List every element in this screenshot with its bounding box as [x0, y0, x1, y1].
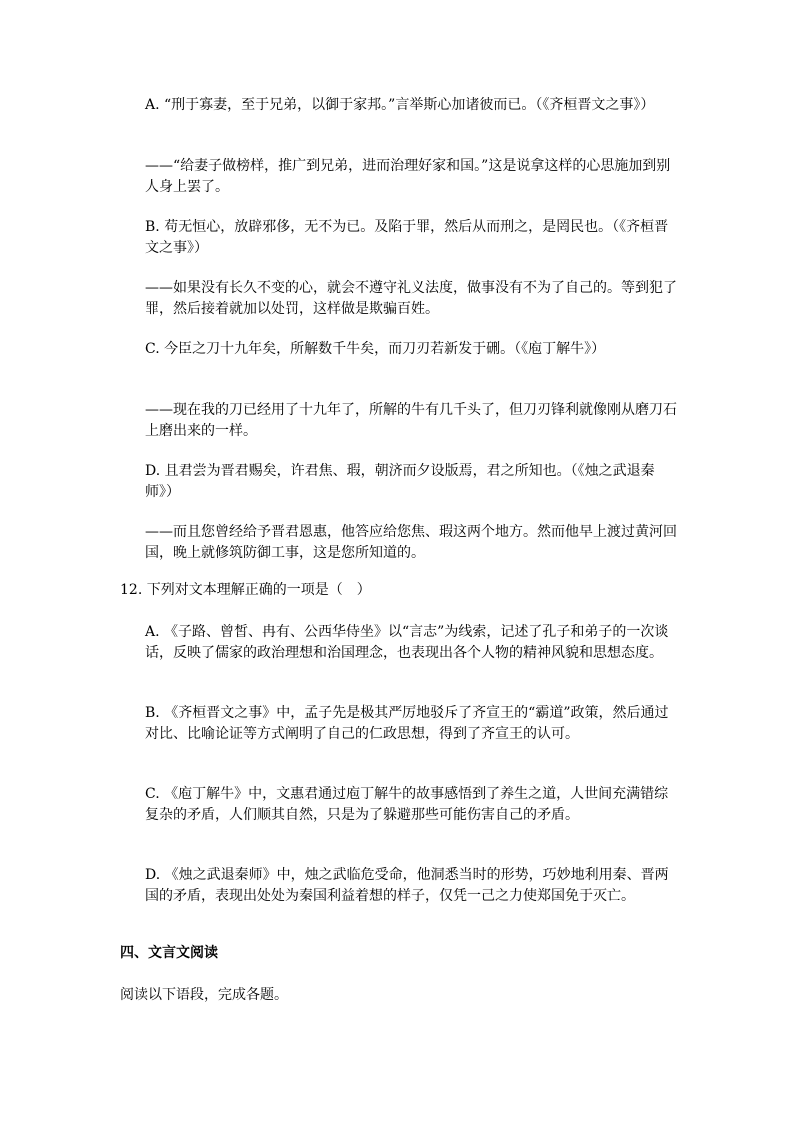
q11-option-c-quote: C. 今臣之刀十九年矣，所解数千牛矣，而刀刃若新发于硎。（《庖丁解牛》）: [145, 341, 606, 357]
q11-option-c-translation: ——现在我的刀已经用了十九年了，所解的牛有几千头了，但刀刃锋利就像刚从磨刀石上磨出来的一样。: [145, 402, 677, 439]
q11-option-d-quote: D. 且君尝为晋君赐矣，许君焦、瑕，朝济而夕设版焉，君之所知也。（《烛之武退秦师》）: [145, 463, 655, 500]
q11-option-b-translation: ——如果没有长久不变的心，就会不遵守礼义法度，做事没有不为了自己的。等到犯了罪，然后接着就加以处罚，这样做是欺骗百姓。: [145, 280, 677, 317]
section-heading: 四、文言文阅读: [120, 945, 218, 961]
q12-stem: 12. 下列对文本理解正确的一项是（ ）: [120, 582, 371, 598]
q12-option-d: D. 《烛之武退秦师》中，烛之武临危受命，他洞悉当时的形势，巧妙地利用秦、晋两国的矛盾，表现出处处为秦国利益着想的样子，仅凭一己之力使郑国免于灭亡。: [145, 867, 669, 904]
q12-option-a: A. 《子路、曾皙、冉有、公西华侍坐》以“言志”为线索，记述了孔子和弟子的一次谈话，反映了儒家的政治理想和治国理念，也表现出各个人物的精神风貌和思想态度。: [145, 624, 669, 661]
section-instruction: 阅读以下语段，完成各题。: [120, 987, 288, 1003]
q12-option-c: C. 《庖丁解牛》中，文惠君通过庖丁解牛的故事感悟到了养生之道，人世间充满错综复杂的矛盾，人们顺其自然，只是为了躲避那些可能伤害自己的矛盾。: [145, 786, 669, 823]
q11-option-a-quote: A. “刑于寡妻，至于兄弟，以御于家邦。”言举斯心加诸彼而已。（《齐桓晋文之事》）: [145, 97, 655, 113]
q11-option-d-translation: ——而且您曾经给予晋君恩惠，他答应给您焦、瑕这两个地方。然而他早上渡过黄河回国，晚上就修筑防御工事，这是您所知道的。: [145, 524, 677, 561]
q11-option-b-quote: B. 苟无恒心，放辟邪侈，无不为已。及陷于罪，然后从而刑之，是罔民也。（《齐桓晋文之事》）: [145, 219, 669, 256]
q11-option-a-translation: ——“给妻子做榜样，推广到兄弟，进而治理好家和国。”这是说拿这样的心思施加到别人身上罢了。: [145, 158, 671, 195]
q12-option-b: B. 《齐桓晋文之事》中，孟子先是极其严厉地驳斥了齐宣王的“霸道”政策，然后通过对比、比喻论证等方式阐明了自己的仁政思想，得到了齐宣王的认可。: [145, 705, 669, 742]
